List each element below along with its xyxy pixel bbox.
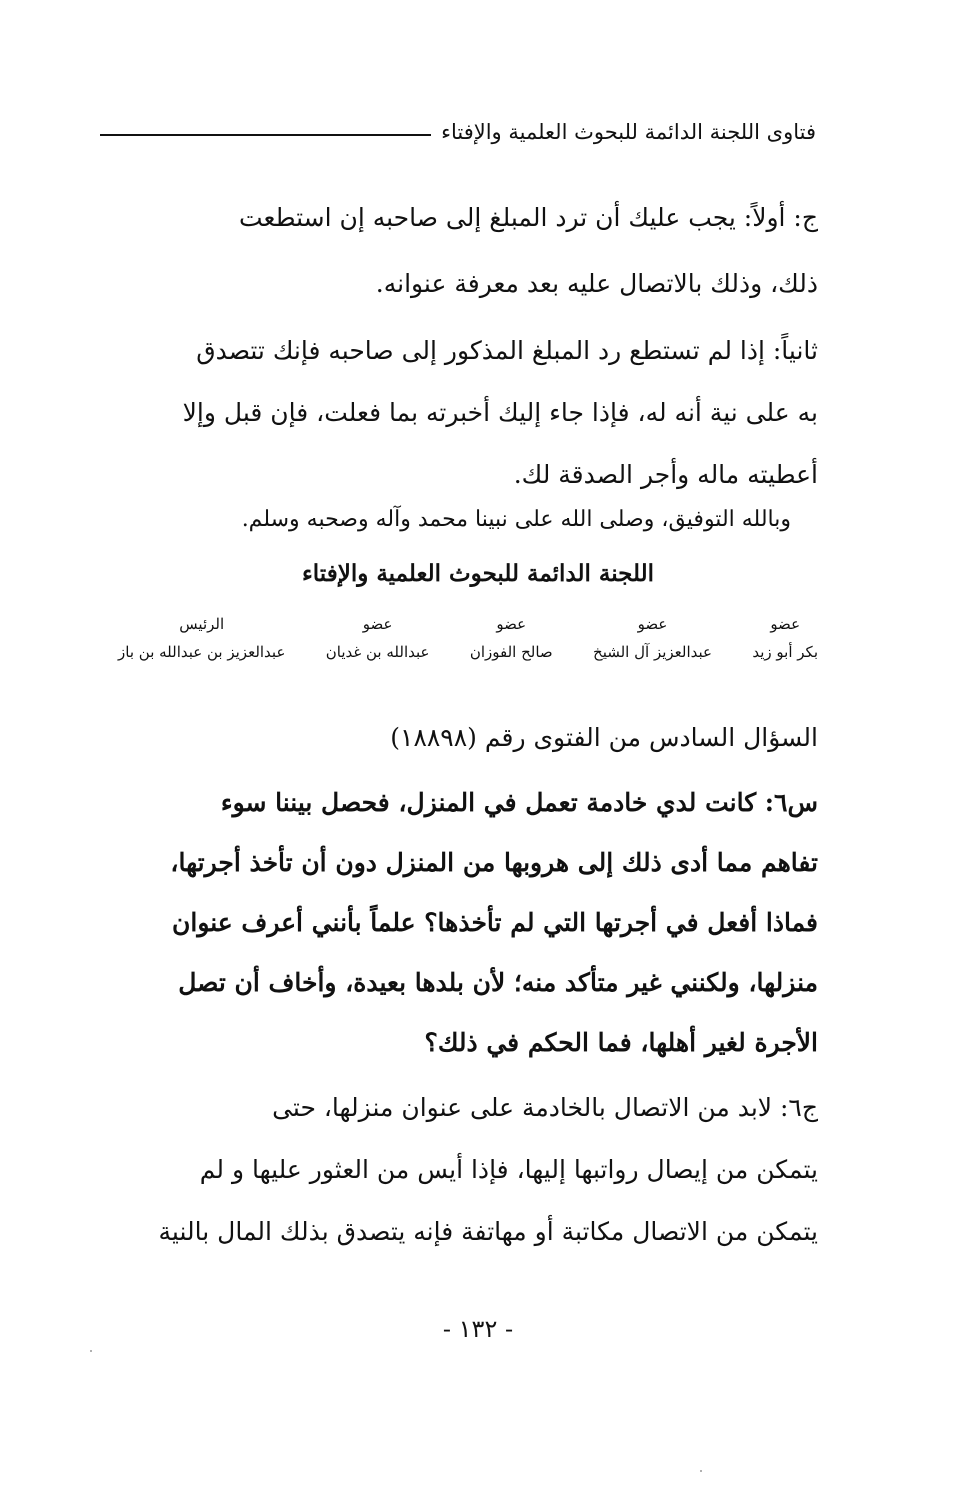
answer-second-line-1: ثانياً: إذا لم تستطع رد المبلغ المذكور إلى صاحبه فإنك تتصدق — [196, 336, 818, 365]
answer-second-line-3: أعطيته ماله وأجر الصدقة لك. — [513, 460, 818, 489]
question-line-1: س٦: كانت لدي خادمة تعمل في المنزل، فحصل بيننا سوء — [220, 788, 818, 817]
question-line-5: الأجرة لغير أهلها، فما الحكم في ذلك؟ — [424, 1028, 818, 1057]
question-line-3: فماذا أفعل في أجرتها التي لم تأخذها؟ علماً بأنني أعرف عنوان — [172, 908, 818, 937]
signature-member-2 — [593, 615, 712, 661]
signature-name: عبدالعزيز بن عبدالله بن باز — [118, 643, 286, 661]
answer-line-2: يتمكن من إيصال رواتبها إليها، فإذا أيس من العثور عليها و لم — [199, 1155, 818, 1184]
scan-speck — [700, 1470, 702, 1472]
signature-role: الرئيس — [179, 615, 225, 633]
signature-name: صالح الفوزان — [469, 643, 553, 661]
scan-speck — [90, 1350, 92, 1352]
signature-role: عضو — [637, 615, 668, 633]
answer-first-line: ج: أولاً: يجب عليك أن ترد المبلغ إلى صاحبه إن استطعت — [238, 203, 818, 232]
committee-name: اللجنة الدائمة للبحوث العلمية والإفتاء — [301, 560, 655, 587]
signature-president — [118, 615, 285, 661]
signature-role: عضو — [770, 615, 801, 633]
signature-name: عبدالله بن غديان — [325, 643, 430, 661]
signature-name: عبدالعزيز آل الشيخ — [593, 643, 712, 661]
signature-role: عضو — [496, 615, 527, 633]
answer-second-line-2: به على نية أنه له، فإذا جاء إليك أخبرته بما فعلت، فإن قبل وإلا — [182, 398, 818, 427]
answer-first-line-2: ذلك، وذلك بالاتصال عليه بعد معرفة عنوانه. — [375, 269, 818, 298]
signature-member-3 — [470, 615, 553, 661]
signatures — [118, 615, 818, 661]
header-rule — [100, 134, 431, 136]
question-line-2: تفاهم مما أدى ذلك إلى هروبها من المنزل دون أن تأخذ أجرتها، — [170, 848, 818, 877]
answer-line-1: ج٦: لابد من الاتصال بالخادمة على عنوان منزلها، حتى — [272, 1093, 818, 1122]
signature-name: بكر أبو زيد — [752, 643, 818, 661]
closing-prayer: وبالله التوفيق، وصلى الله على نبينا محمد وآله وصحبه وسلم. — [241, 507, 791, 532]
question-line-4: منزلها، ولكنني غير متأكد منه؛ لأن بلدها بعيدة، وأخاف أن تصل — [178, 968, 818, 997]
running-header — [100, 114, 816, 150]
page-number: - ١٣٢ - — [442, 1315, 514, 1343]
section-title: السؤال السادس من الفتوى رقم (١٨٨٩٨) — [390, 723, 818, 752]
signature-member-1 — [752, 615, 818, 661]
signature-member-4 — [326, 615, 430, 661]
signature-role: عضو — [362, 615, 393, 633]
header-title: فتاوى اللجنة الدائمة للبحوث العلمية والإفتاء — [441, 120, 816, 144]
answer-line-3: يتمكن من الاتصال مكاتبة أو مهاتفة فإنه يتصدق بذلك المال بالنية — [158, 1217, 818, 1246]
